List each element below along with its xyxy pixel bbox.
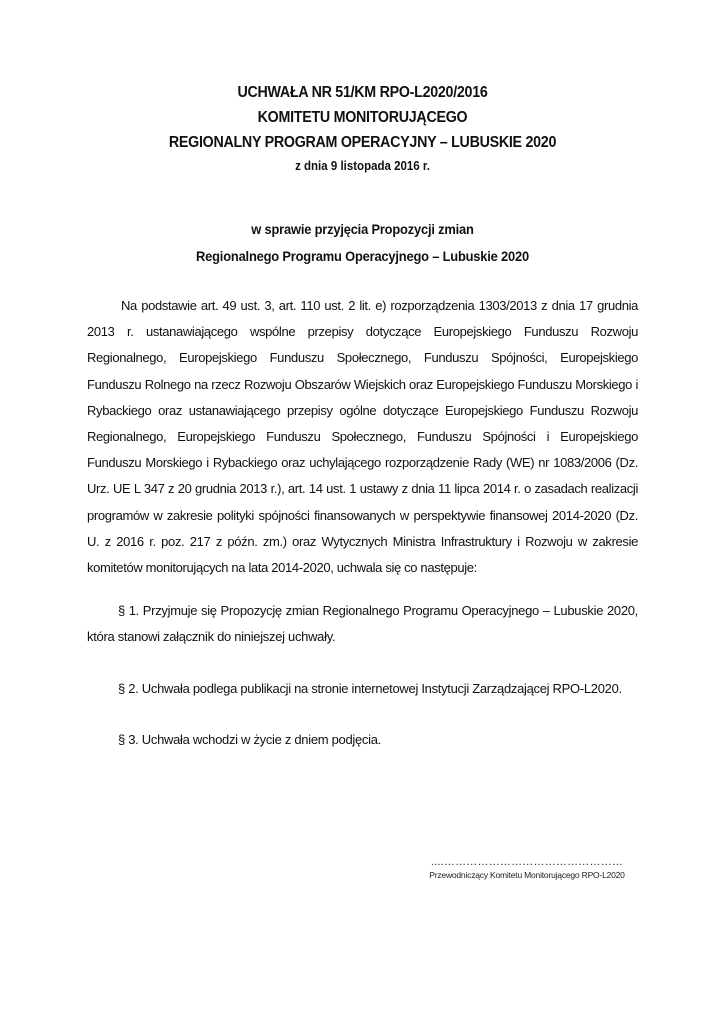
section-1 (87, 598, 638, 650)
resolution-subject (0, 216, 725, 270)
resolution-date: z dnia 9 listopada 2016 r. (295, 159, 430, 173)
signature-line: ....………………………………………… (430, 856, 624, 868)
preamble-text: Na podstawie art. 49 ust. 3, art. 110 ust. 2 lit. e) rozporządzenia 1303/2013 z dnia 17 grudnia 2013 r. ustanawiającego wspólne przepisy dotyczące Europejskiego Funduszu Rozwoju Regionalnego, Europejskiego Funduszu Społecznego, Funduszu Spójności, Europejskiego Funduszu Rolnego na rzecz Rozwoju Obszarów Wiejskich oraz Europejskiego Funduszu Morskiego i Rybackiego oraz ustanawiającego przepisy ogólne dotyczące Europejskiego Funduszu Rozwoju Regionalnego, Europejskiego Funduszu Społecznego, Funduszu Spójności i Europejskiego Funduszu Morskiego i Rybackiego oraz uchylającego rozporządzenie Rady (WE) nr 1083/2006 (Dz. Urz. UE L 347 z 20 grudnia 2013 r.), art. 14 ust. 1 ustawy z dnia 11 lipca 2014 r. o zasadach realizacji programów w zakresie polityki spójności finansowanych w perspektywie finansowej 2014-2020 (Dz. U. z 2016 r. poz. 217 z późn. zm.) oraz Wytycznych Ministra Infrastruktury i Rozwoju w zakresie komitetów monitorujących na lata 2014-2020, uchwala się co następuje: (87, 298, 638, 576)
section-3 (87, 727, 638, 753)
program-name: REGIONALNY PROGRAM OPERACYJNY – LUBUSKIE 2020 (168, 134, 557, 151)
section-1-text: § 1. Przyjmuje się Propozycję zmian Regionalnego Programu Operacyjnego – Lubuskie 2020, która stanowi załącznik do niniejszej uchwały. (87, 603, 638, 644)
section-2 (87, 676, 638, 702)
section-3-text: § 3. Uchwała wchodzi w życie z dniem podjęcia. (118, 732, 381, 747)
subject-line-1: w sprawie przyjęcia Propozycji zmian (251, 221, 474, 237)
signature-block (412, 855, 642, 881)
resolution-header (0, 80, 725, 177)
legal-basis-paragraph (87, 293, 638, 581)
section-2-text: § 2. Uchwała podlega publikacji na stronie internetowej Instytucji Zarządzającej RPO-L2020. (118, 681, 622, 696)
resolution-number: UCHWAŁA NR 51/KM RPO-L2020/2016 (237, 84, 488, 101)
signature-caption: Przewodniczący Komitetu Monitorującego RPO-L2020 (429, 870, 625, 880)
subject-line-2: Regionalnego Programu Operacyjnego – Lubuskie 2020 (196, 248, 529, 264)
committee-name: KOMITETU MONITORUJĄCEGO (257, 109, 468, 126)
